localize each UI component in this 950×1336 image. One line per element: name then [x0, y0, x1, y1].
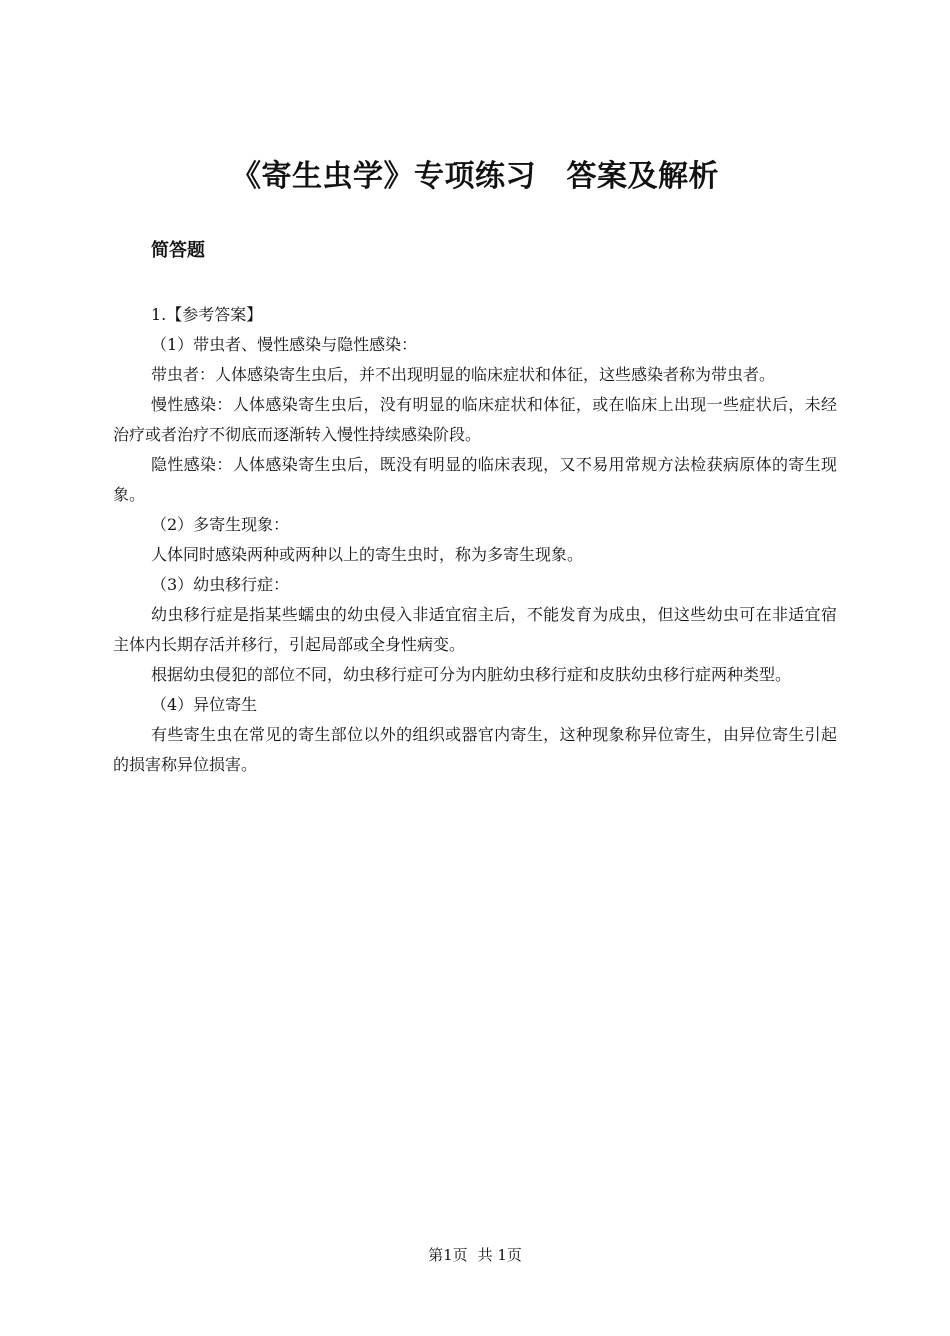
paragraph-carrier: 带虫者：人体感染寄生虫后，并不出现明显的临床症状和体征，这些感染者称为带虫者。: [151, 365, 776, 384]
document-body: [113, 300, 837, 780]
answer-number: 1.【参考答案】: [151, 305, 263, 324]
page-footer: [0, 1241, 950, 1269]
subheading-larva-migrans: （3）幼虫移行症：: [151, 575, 290, 594]
paragraph-chronic-infection: 慢性感染：人体感染寄生虫后，没有明显的临床症状和体征，或在临床上出现一些症状后，未经治疗或者治疗不彻底而逐渐转入慢性持续感染阶段。: [113, 395, 837, 444]
page-number: 第1页: [428, 1246, 468, 1264]
subheading-polyparasitism: （2）多寄生现象：: [151, 515, 290, 534]
section-heading: 简答题: [151, 240, 205, 261]
subheading-ectopic-parasitism: （4）异位寄生: [151, 695, 258, 714]
subheading-carrier-chronic-latent: （1）带虫者、慢性感染与隐性感染：: [151, 335, 418, 354]
paragraph-ectopic-parasitism: 有些寄生虫在常见的寄生部位以外的组织或器官内寄生，这种现象称异位寄生，由异位寄生引起的损害称异位损害。: [113, 725, 837, 774]
paragraph-larva-migrans-definition: 幼虫移行症是指某些蠕虫的幼虫侵入非适宜宿主后，不能发育为成虫，但这些幼虫可在非适宜宿主体内长期存活并移行，引起局部或全身性病变。: [113, 605, 837, 654]
document-title: 《寄生虫学》专项练习 答案及解析: [231, 159, 719, 194]
paragraph-polyparasitism: 人体同时感染两种或两种以上的寄生虫时，称为多寄生现象。: [151, 545, 584, 564]
paragraph-latent-infection: 隐性感染：人体感染寄生虫后，既没有明显的临床表现，又不易用常规方法检获病原体的寄生现象。: [113, 455, 837, 504]
paragraph-larva-migrans-types: 根据幼虫侵犯的部位不同，幼虫移行症可分为内脏幼虫移行症和皮肤幼虫移行症两种类型。: [151, 665, 792, 684]
page-total: 共 1页: [477, 1246, 522, 1264]
